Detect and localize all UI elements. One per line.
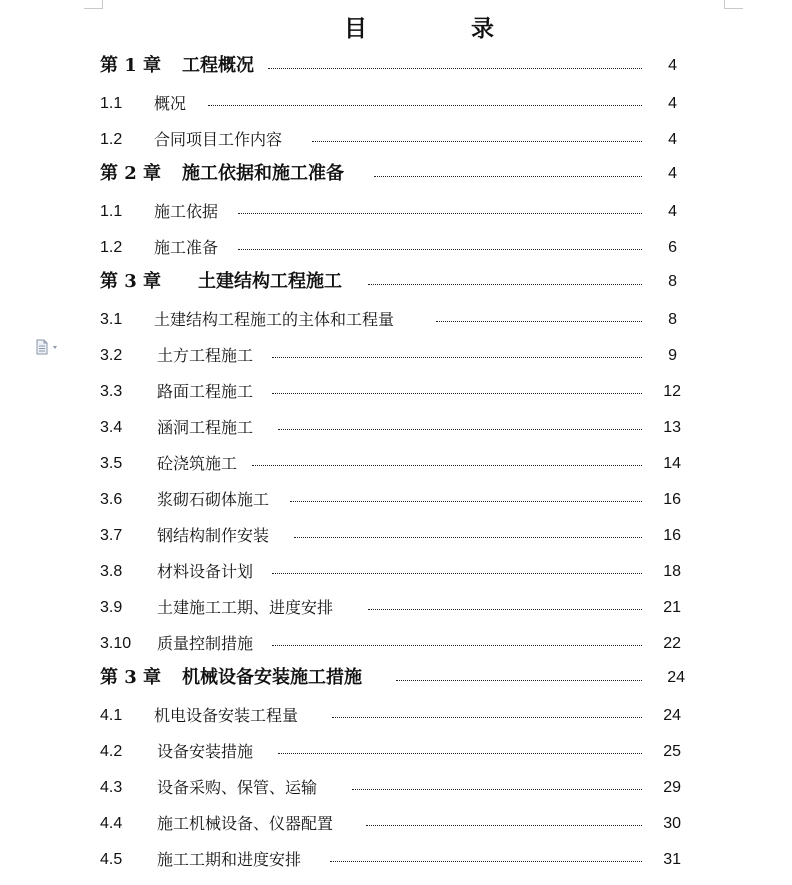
entry-number: 4.1 — [100, 707, 123, 724]
entry-title: 浆砌石砌体施工 — [157, 490, 270, 509]
toc-title — [344, 10, 494, 43]
entry-title: 土建施工工期、进度安排 — [157, 598, 334, 617]
dot-leader — [272, 645, 642, 646]
toc-section-entry[interactable] — [100, 633, 692, 669]
entry-title: 施工准备 — [154, 238, 219, 257]
entry-title: 施工工期和进度安排 — [157, 850, 302, 869]
entry-title: 质量控制措施 — [157, 634, 254, 653]
toc-section-entry[interactable] — [100, 777, 692, 813]
entry-page-number: 25 — [663, 743, 681, 760]
toc-section-entry[interactable] — [100, 417, 692, 453]
toc-section-entry[interactable] — [100, 813, 692, 849]
toc-section-entry[interactable] — [100, 345, 692, 381]
entry-title: 概况 — [154, 94, 187, 113]
entry-number: 3.5 — [100, 455, 123, 472]
dot-leader — [368, 609, 642, 610]
entry-page-number: 31 — [663, 851, 681, 868]
entry-page-number: 13 — [663, 419, 681, 436]
toc-title-char-2: 录 — [471, 15, 494, 42]
toc-title-char-1: 目 — [344, 15, 367, 42]
entry-page-number: 6 — [668, 239, 677, 256]
entry-number: 3.2 — [100, 347, 123, 364]
entry-title: 设备安装措施 — [157, 742, 254, 761]
entry-page-number: 4 — [668, 95, 677, 112]
entry-number: 3.6 — [100, 491, 123, 508]
entry-title: 设备采购、保管、运输 — [157, 778, 318, 797]
dot-leader — [268, 68, 642, 69]
toc-section-entry[interactable] — [100, 129, 692, 165]
entry-number: 3.7 — [100, 527, 123, 544]
entry-title: 材料设备计划 — [157, 562, 254, 581]
entry-number: 第 3 章 — [100, 271, 162, 292]
entry-title: 钢结构制作安装 — [157, 526, 270, 545]
entry-number: 3.3 — [100, 383, 123, 400]
toc-section-entry[interactable] — [100, 381, 692, 417]
toc-section-entry[interactable] — [100, 453, 692, 489]
entry-page-number: 18 — [663, 563, 681, 580]
entry-page-number: 24 — [663, 707, 681, 724]
toc-chapter-entry[interactable] — [100, 667, 692, 703]
dot-leader — [374, 176, 642, 177]
entry-page-number: 8 — [668, 273, 677, 290]
entry-page-number: 21 — [663, 599, 681, 616]
toc-section-entry[interactable] — [100, 525, 692, 561]
entry-number: 1.1 — [100, 203, 123, 220]
dot-leader — [252, 465, 642, 466]
dot-leader — [294, 537, 642, 538]
dot-leader — [278, 753, 642, 754]
dot-leader — [208, 105, 642, 106]
entry-page-number: 4 — [668, 131, 677, 148]
entry-title: 合同项目工作内容 — [154, 130, 283, 149]
dot-leader — [436, 321, 642, 322]
dot-leader — [238, 249, 642, 250]
entry-number: 3.9 — [100, 599, 123, 616]
entry-number: 4.2 — [100, 743, 123, 760]
entry-page-number: 4 — [668, 57, 677, 74]
dot-leader — [272, 573, 642, 574]
toc-chapter-entry[interactable] — [100, 163, 692, 199]
dot-leader — [272, 393, 642, 394]
entry-title: 机械设备安装施工措施 — [182, 667, 362, 688]
document-icon[interactable] — [36, 339, 62, 355]
entry-title: 土方工程施工 — [157, 346, 254, 365]
toc-section-entry[interactable] — [100, 741, 692, 777]
entry-title: 施工依据和施工准备 — [182, 163, 344, 184]
entry-page-number: 29 — [663, 779, 681, 796]
entry-number: 1.2 — [100, 239, 123, 256]
toc-section-entry[interactable] — [100, 93, 692, 129]
dot-leader — [366, 825, 642, 826]
dot-leader — [278, 429, 642, 430]
toc-section-entry[interactable] — [100, 309, 692, 345]
dot-leader — [368, 284, 642, 285]
entry-title: 土建结构工程施工的主体和工程量 — [154, 310, 395, 329]
entry-number: 3.10 — [100, 635, 132, 652]
page-corner-mark-left — [84, 0, 103, 9]
dot-leader — [330, 861, 642, 862]
entry-page-number: 12 — [663, 383, 681, 400]
entry-page-number: 14 — [663, 455, 681, 472]
entry-title: 工程概况 — [182, 55, 254, 76]
entry-number: 第 3 章 — [100, 667, 162, 688]
dot-leader — [272, 357, 642, 358]
toc-section-entry[interactable] — [100, 561, 692, 597]
toc-section-entry[interactable] — [100, 237, 692, 273]
dot-leader — [396, 680, 642, 681]
dot-leader — [238, 213, 642, 214]
entry-title: 土建结构工程施工 — [198, 271, 342, 292]
entry-title: 砼浇筑施工 — [157, 454, 238, 473]
entry-number: 4.4 — [100, 815, 123, 832]
toc-section-entry[interactable] — [100, 201, 692, 237]
entry-number: 4.3 — [100, 779, 123, 796]
dot-leader — [290, 501, 642, 502]
entry-number: 3.8 — [100, 563, 123, 580]
entry-page-number: 16 — [663, 527, 681, 544]
entry-page-number: 24 — [667, 669, 685, 686]
entry-title: 施工机械设备、仪器配置 — [157, 814, 334, 833]
entry-number: 1.1 — [100, 95, 123, 112]
dot-leader — [312, 141, 642, 142]
entry-number: 3.1 — [100, 311, 123, 328]
entry-page-number: 16 — [663, 491, 681, 508]
entry-number: 4.5 — [100, 851, 123, 868]
entry-page-number: 4 — [668, 165, 677, 182]
toc-chapter-entry[interactable] — [100, 55, 692, 91]
toc-section-entry[interactable] — [100, 705, 692, 741]
entry-page-number: 9 — [668, 347, 677, 364]
toc-chapter-entry[interactable] — [100, 271, 692, 307]
toc-section-entry[interactable] — [100, 849, 692, 885]
page-corner-mark-right — [724, 0, 743, 9]
toc-section-entry[interactable] — [100, 489, 692, 525]
entry-title: 施工依据 — [154, 202, 219, 221]
entry-title: 机电设备安装工程量 — [154, 706, 299, 725]
entry-number: 第 2 章 — [100, 163, 162, 184]
entry-title: 路面工程施工 — [157, 382, 254, 401]
entry-page-number: 8 — [668, 311, 677, 328]
toc-section-entry[interactable] — [100, 597, 692, 633]
dot-leader — [332, 717, 642, 718]
entry-title: 涵洞工程施工 — [157, 418, 254, 437]
dot-leader — [352, 789, 642, 790]
entry-number: 3.4 — [100, 419, 123, 436]
entry-number: 第 1 章 — [100, 55, 162, 76]
entry-page-number: 30 — [663, 815, 681, 832]
entry-number: 1.2 — [100, 131, 123, 148]
entry-page-number: 22 — [663, 635, 681, 652]
entry-page-number: 4 — [668, 203, 677, 220]
